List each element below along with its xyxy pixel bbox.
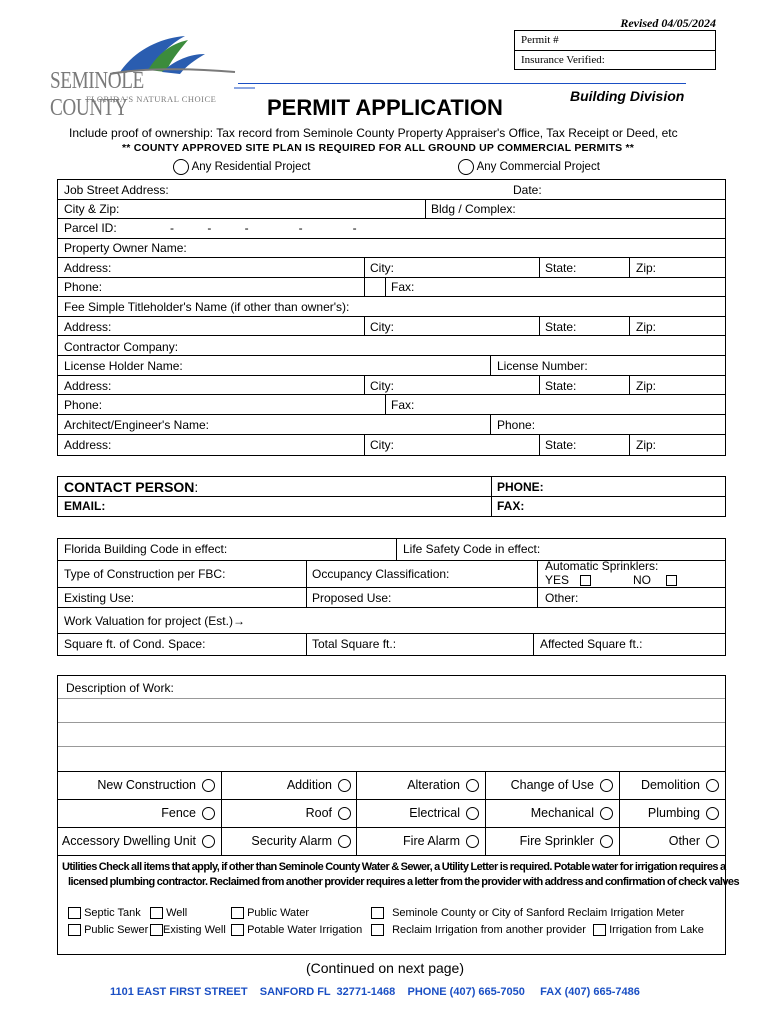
footer-address: 1101 EAST FIRST STREET SANFORD FL 32771-1468 PHONE (407) 665-7050 FAX (407) 665-7486 — [110, 986, 640, 998]
owner-state-field[interactable]: State: — [545, 261, 577, 275]
sprinkler-yes-checkbox[interactable] — [580, 575, 591, 586]
public-sewer-option[interactable] — [68, 923, 148, 937]
architect-city-field[interactable]: City: — [370, 438, 394, 452]
page-title: PERMIT APPLICATION — [267, 95, 503, 120]
work-type-addition[interactable] — [287, 778, 351, 792]
work-type-radio-icon[interactable] — [600, 835, 613, 848]
contact-person-label: CONTACT PERSON — [64, 479, 195, 495]
work-type-fence[interactable] — [161, 806, 215, 820]
owner-address-field[interactable]: Address: — [64, 261, 112, 275]
bldg-complex-field[interactable]: Bldg / Complex: — [431, 202, 516, 216]
titleholder-city-field[interactable]: City: — [370, 320, 394, 334]
reclaim-other-label: Reclaim Irrigation from another provider — [392, 924, 586, 936]
potable-irrigation-checkbox[interactable] — [231, 924, 244, 936]
work-type-label: Electrical — [409, 806, 460, 820]
date-field[interactable]: Date: — [513, 183, 542, 197]
fbc-field[interactable]: Florida Building Code in effect: — [64, 542, 228, 556]
work-type-alteration[interactable] — [407, 778, 479, 792]
work-type-roof[interactable] — [306, 806, 351, 820]
existing-well-checkbox[interactable] — [150, 924, 163, 936]
work-type-accessory-dwelling-unit[interactable] — [62, 834, 215, 848]
seminole-reclaim-option[interactable] — [371, 906, 684, 920]
contractor-fax-field[interactable]: Fax: — [391, 398, 415, 412]
work-type-radio-icon[interactable] — [466, 835, 479, 848]
work-type-radio-icon[interactable] — [202, 835, 215, 848]
commercial-radio-icon[interactable] — [458, 159, 474, 175]
work-type-fire-alarm[interactable] — [403, 834, 479, 848]
parcel-id-dashes: - - - - - — [170, 221, 357, 235]
sprinklers-label: Automatic Sprinklers: — [545, 559, 659, 573]
work-type-radio-icon[interactable] — [706, 807, 719, 820]
occupancy-field[interactable]: Occupancy Classification: — [312, 567, 450, 581]
well-option[interactable] — [150, 906, 187, 920]
license-number-field[interactable]: License Number: — [497, 359, 588, 373]
titleholder-field[interactable]: Fee Simple Titleholder's Name (if other than owner's): — [64, 300, 350, 314]
header-rule — [238, 83, 686, 84]
contractor-zip-field[interactable]: Zip: — [636, 379, 657, 393]
contractor-phone-field[interactable]: Phone: — [64, 398, 103, 412]
utilities-note-line2: licensed plumbing contractor. Reclaimed from another provider requires a letter from the provider with address and confirmation of check valves — [68, 876, 740, 888]
work-type-radio-icon[interactable] — [338, 779, 351, 792]
owner-zip-field[interactable]: Zip: — [636, 261, 657, 275]
valuation-field[interactable]: Work Valuation for project (Est.)→ — [64, 614, 245, 628]
work-type-new-construction[interactable] — [97, 778, 215, 792]
architect-zip-field[interactable]: Zip: — [636, 438, 657, 452]
residential-label: Any Residential Project — [191, 161, 311, 174]
existing-use-field[interactable]: Existing Use: — [64, 591, 135, 605]
potable-irrigation-label: Potable Water Irrigation — [247, 924, 363, 936]
irrigation-lake-option[interactable] — [593, 923, 704, 937]
seminole-reclaim-checkbox[interactable] — [371, 907, 384, 919]
architect-state-field[interactable]: State: — [545, 438, 577, 452]
contractor-company-field[interactable]: Contractor Company: — [64, 340, 179, 354]
reclaim-other-checkbox[interactable] — [371, 924, 384, 936]
work-type-label: Plumbing — [647, 806, 700, 820]
sprinkler-no-checkbox[interactable] — [666, 575, 677, 586]
contact-person-field[interactable] — [64, 479, 198, 495]
work-type-other[interactable] — [669, 834, 719, 848]
titleholder-address-field[interactable]: Address: — [64, 320, 112, 334]
residential-option[interactable] — [173, 159, 310, 175]
sprinkler-no-label: NO — [633, 573, 651, 587]
public-water-label: Public Water — [247, 907, 310, 919]
commercial-option[interactable] — [458, 159, 600, 175]
office-use-box — [514, 30, 716, 70]
work-type-fire-sprinkler[interactable] — [520, 834, 613, 848]
work-type-radio-icon[interactable] — [338, 807, 351, 820]
life-safety-field[interactable]: Life Safety Code in effect: — [403, 542, 541, 556]
work-type-label: Alteration — [407, 778, 460, 792]
insurance-verified-field[interactable]: Insurance Verified: — [521, 54, 605, 66]
residential-radio-icon[interactable] — [173, 159, 189, 175]
work-type-radio-icon[interactable] — [600, 807, 613, 820]
sprinkler-yes-option[interactable] — [545, 573, 591, 587]
work-type-electrical[interactable] — [409, 806, 479, 820]
seminole-county-logo — [50, 30, 255, 121]
well-checkbox[interactable] — [150, 907, 163, 919]
other-use-field[interactable]: Other: — [545, 591, 579, 605]
contact-colon: : — [194, 479, 199, 495]
irrigation-lake-checkbox[interactable] — [593, 924, 606, 936]
work-type-label: Mechanical — [530, 806, 594, 820]
work-type-radio-icon[interactable] — [706, 835, 719, 848]
contractor-state-field[interactable]: State: — [545, 379, 577, 393]
work-type-label: Fence — [161, 806, 196, 820]
work-type-label: Security Alarm — [251, 834, 332, 848]
work-type-label: Other — [668, 834, 700, 848]
utilities-note-line1: Utilities Check all items that apply, if other than Seminole County Water & Sewer, a Utility Letter is required. Potable water for irrigation requires a — [62, 861, 726, 873]
septic-tank-option[interactable] — [68, 906, 141, 920]
contact-phone-field[interactable]: PHONE: — [497, 480, 544, 494]
owner-phone-field[interactable]: Phone: — [64, 280, 103, 294]
affected-sqft-field[interactable]: Affected Square ft.: — [540, 637, 643, 651]
commercial-label: Any Commercial Project — [476, 161, 600, 174]
description-of-work-field[interactable]: Description of Work: — [66, 681, 174, 695]
architect-phone-field[interactable]: Phone: — [497, 418, 536, 432]
work-type-label: New Construction — [97, 778, 196, 792]
public-sewer-checkbox[interactable] — [68, 924, 81, 936]
logo-tagline: FLORIDA'S NATURAL CHOICE — [86, 94, 217, 104]
work-type-label: Fire Sprinkler — [519, 834, 594, 848]
utilities-note — [62, 860, 740, 890]
potable-irrigation-option[interactable] — [231, 923, 362, 937]
contractor-address-field[interactable]: Address: — [64, 379, 112, 393]
septic-tank-label: Septic Tank — [84, 907, 141, 919]
owner-fax-field[interactable]: Fax: — [391, 280, 415, 294]
public-water-checkbox[interactable] — [231, 907, 244, 919]
city-zip-field[interactable]: City & Zip: — [64, 202, 120, 216]
total-sqft-field[interactable]: Total Square ft.: — [312, 637, 397, 651]
sqft-cond-field[interactable]: Square ft. of Cond. Space: — [64, 637, 206, 651]
work-type-radio-icon[interactable] — [202, 779, 215, 792]
work-type-label: Roof — [305, 806, 332, 820]
work-type-radio-icon[interactable] — [466, 807, 479, 820]
proposed-use-field[interactable]: Proposed Use: — [312, 591, 392, 605]
revised-date: Revised 04/05/2024 — [620, 16, 716, 30]
work-type-security-alarm[interactable] — [251, 834, 351, 848]
work-type-radio-icon[interactable] — [338, 835, 351, 848]
irrigation-lake-label: Irrigation from Lake — [609, 924, 704, 936]
work-type-change-of-use[interactable] — [511, 778, 613, 792]
contractor-city-field[interactable]: City: — [370, 379, 394, 393]
license-holder-field[interactable]: License Holder Name: — [64, 359, 183, 373]
work-type-radio-icon[interactable] — [706, 779, 719, 792]
septic-tank-checkbox[interactable] — [68, 907, 81, 919]
work-type-label: Accessory Dwelling Unit — [61, 834, 196, 848]
work-type-mechanical[interactable] — [531, 806, 613, 820]
sprinkler-no-option[interactable] — [633, 573, 677, 587]
logo-main-text: SEMINOLE COUNTY — [50, 68, 144, 121]
parcel-id-field[interactable]: Parcel ID: — [64, 221, 117, 235]
continued-note: (Continued on next page) — [306, 960, 464, 976]
work-type-radio-icon[interactable] — [466, 779, 479, 792]
work-type-label: Demolition — [640, 778, 700, 792]
owner-name-field[interactable]: Property Owner Name: — [64, 241, 187, 255]
contact-fax-field[interactable]: FAX: — [497, 499, 525, 513]
permit-number-field[interactable]: Permit # — [521, 34, 559, 46]
division-label: Building Division — [570, 88, 685, 104]
sprinkler-yes-label: YES — [545, 573, 570, 587]
titleholder-state-field[interactable]: State: — [545, 320, 577, 334]
contact-email-field[interactable]: EMAIL: — [64, 499, 106, 513]
public-sewer-label: Public Sewer — [84, 924, 149, 936]
well-label: Well — [166, 907, 188, 919]
work-type-plumbing[interactable] — [648, 806, 719, 820]
work-type-demolition[interactable] — [641, 778, 719, 792]
public-water-option[interactable] — [231, 906, 309, 920]
work-type-label: Change of Use — [510, 778, 594, 792]
owner-city-field[interactable]: City: — [370, 261, 394, 275]
job-address-field[interactable]: Job Street Address: — [64, 183, 169, 197]
existing-well-label: Existing Well — [163, 924, 226, 936]
work-type-label: Fire Alarm — [403, 834, 460, 848]
site-plan-note: ** COUNTY APPROVED SITE PLAN IS REQUIRED FOR ALL GROUND UP COMMERCIAL PERMITS ** — [122, 142, 635, 154]
construction-type-field[interactable]: Type of Construction per FBC: — [64, 567, 226, 581]
architect-address-field[interactable]: Address: — [64, 438, 112, 452]
work-type-label: Addition — [286, 778, 332, 792]
titleholder-zip-field[interactable]: Zip: — [636, 320, 657, 334]
architect-name-field[interactable]: Architect/Engineer's Name: — [64, 418, 210, 432]
reclaim-other-option[interactable] — [371, 923, 586, 937]
work-type-radio-icon[interactable] — [202, 807, 215, 820]
existing-well-option[interactable] — [150, 923, 226, 937]
seminole-reclaim-label: Seminole County or City of Sanford Reclaim Irrigation Meter — [392, 907, 685, 919]
work-type-radio-icon[interactable] — [600, 779, 613, 792]
ownership-note: Include proof of ownership: Tax record from Seminole County Property Appraiser's Office, Tax Receipt or Deed, etc — [69, 126, 678, 140]
